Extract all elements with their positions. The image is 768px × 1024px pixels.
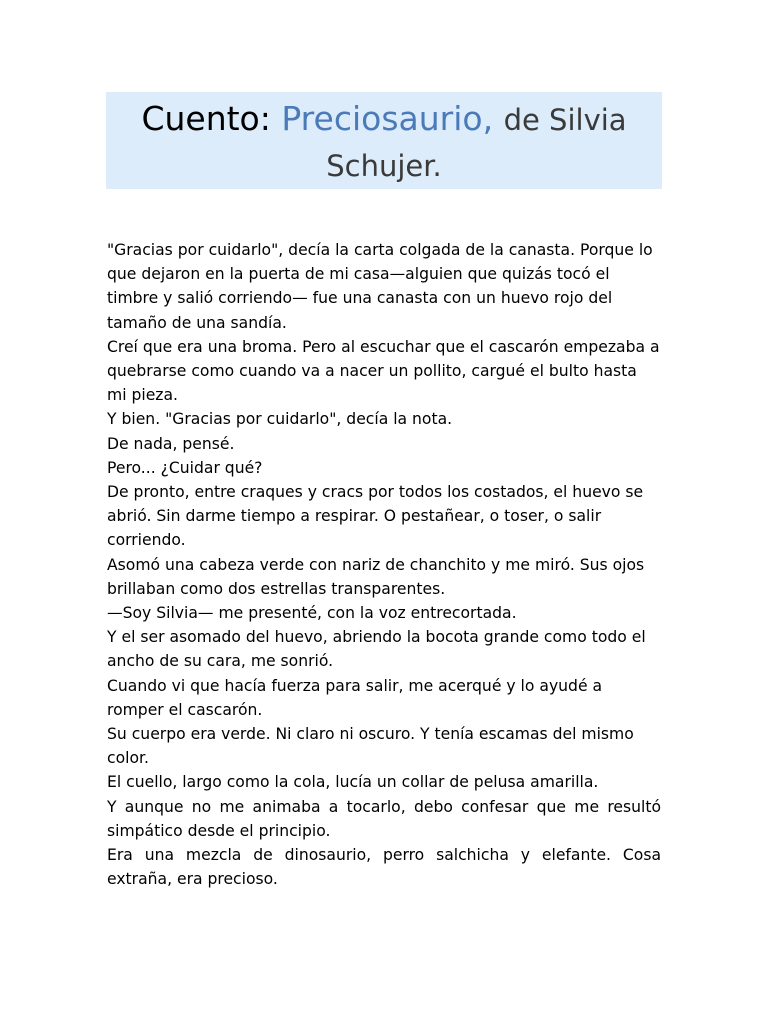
story-name: Preciosaurio,: [281, 99, 494, 138]
title-author-part1: de Silvia: [503, 103, 627, 137]
story-paragraph: Creí que era una broma. Pero al escuchar que el cascarón empezaba a quebrarse como cuando va a nacer un pollito, cargué el bulto hasta mi pieza.: [107, 337, 660, 405]
story-paragraph: Y bien. "Gracias por cuidarlo", decía la nota.: [107, 410, 453, 429]
story-paragraph: Cuando vi que hacía fuerza para salir, me acerqué y lo ayudé a romper el cascarón.: [107, 676, 603, 719]
story-paragraph: Asomó una cabeza verde con nariz de chanchito y me miró. Sus ojos brillaban como dos estrellas transparentes.: [107, 555, 645, 598]
story-paragraph: —Soy Silvia— me presenté, con la voz entrecortada.: [107, 604, 517, 623]
story-paragraph: El cuello, largo como la cola, lucía un collar de pelusa amarilla.: [107, 773, 599, 792]
title-label: Cuento:: [141, 99, 271, 138]
story-paragraph: De nada, pensé.: [107, 434, 235, 453]
story-paragraph: Y el ser asomado del huevo, abriendo la bocota grande como todo el ancho de su cara, me sonrió.: [107, 628, 646, 671]
title-author-part2: Schujer.: [326, 149, 442, 183]
story-text: [107, 238, 661, 891]
title-banner: [106, 92, 662, 189]
story-paragraph: Su cuerpo era verde. Ni claro ni oscuro. Y tenía escamas del mismo color.: [107, 725, 634, 768]
story-paragraph: De pronto, entre craques y cracs por todos los costados, el huevo se abrió. Sin darme tiempo a respirar. O pestañear, o toser, o salir corriendo.: [107, 483, 644, 550]
story-paragraph: Era una mezcla de dinosaurio, perro salchicha y elefante. Cosa extraña, era precioso.: [107, 846, 661, 889]
story-paragraph: Pero... ¿Cuidar qué?: [107, 458, 263, 477]
story-paragraph: "Gracias por cuidarlo", decía la carta colgada de la canasta. Porque lo que dejaron en la puerta de mi casa—alguien que quizás tocó el timbre y salió corriendo— fue una canasta con un huevo rojo del tamaño de una sandía.: [107, 241, 653, 332]
title-first-line: [106, 96, 662, 143]
title-second-line: [106, 143, 662, 189]
story-paragraph: Y aunque no me animaba a tocarlo, debo confesar que me resultó simpático desde el principio.: [107, 797, 661, 840]
